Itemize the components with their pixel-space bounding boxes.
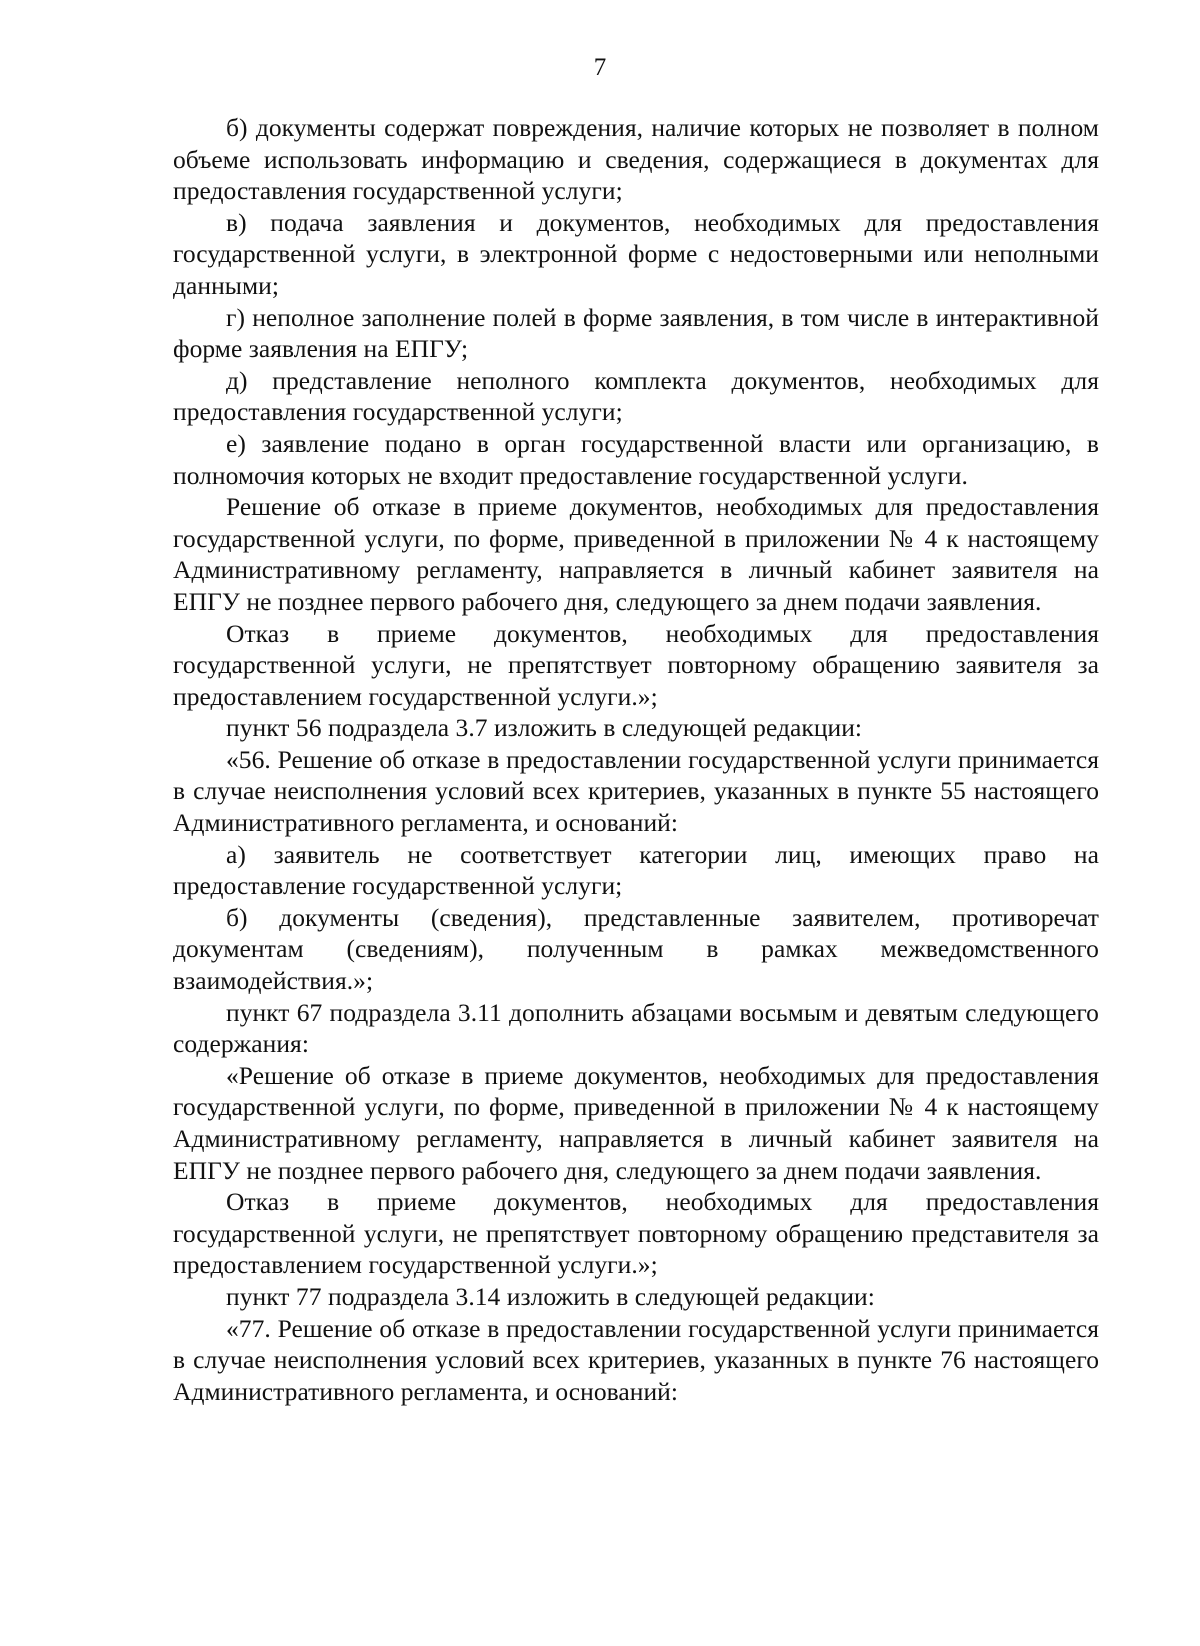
document-body [173, 112, 1099, 1407]
paragraph-amend-point-56: пункт 56 подраздела 3.7 изложить в следующей редакции: [226, 713, 863, 743]
paragraph-refusal-no-obstacle: Отказ в приеме документов, необходимых для предоставления государственной услуги, не препятствует повторному обращению заявителя за предоставлением государственной услуги.»; [173, 618, 1099, 711]
paragraph-item-e-wrong-authority: е) заявление подано в орган государственной власти или организацию, в полномочия которых не входит предоставление государственной услуги. [173, 428, 1099, 490]
paragraph-point-77-text: «77. Решение об отказе в предоставлении государственной услуги принимается в случае неисполнения условий всех критериев, указанных в пункте 76 настоящего Административного регламента, и оснований: [173, 1313, 1099, 1406]
paragraph-item-d-incomplete-set: д) представление неполного комплекта документов, необходимых для предоставления государственной услуги; [173, 365, 1099, 427]
paragraph-item-g-incomplete-fields: г) неполное заполнение полей в форме заявления, в том числе в интерактивной форме заявления на ЕПГУ; [173, 302, 1099, 364]
paragraph-item-b-damaged-documents: б) документы содержат повреждения, наличие которых не позволяет в полном объеме использовать информацию и сведения, содержащиеся в документах для предоставления государственной услуги; [173, 113, 1099, 206]
paragraph-refusal-decision: Решение об отказе в приеме документов, необходимых для предоставления государственной услуги, по форме, приведенной в приложении № 4 к настоящему Административному регламенту, направляется в личный кабинет заявителя на ЕПГУ не позднее первого рабочего дня, следующего за днем подачи заявления. [173, 492, 1099, 616]
paragraph-point-56-text: «56. Решение об отказе в предоставлении государственной услуги принимается в случае неисполнения условий всех критериев, указанных в пункте 55 настоящего Административного регламента, и оснований: [173, 744, 1099, 838]
paragraph-point-67-no-obstacle: Отказ в приеме документов, необходимых для предоставления государственной услуги, не препятствует повторному обращению представителя за предоставлением государственной услуги.»; [173, 1187, 1099, 1280]
paragraph-amend-point-67: пункт 67 подраздела 3.11 дополнить абзацами восьмым и девятым следующего содержания: [173, 997, 1099, 1059]
paragraph-point-67-refusal-decision: «Решение об отказе в приеме документов, необходимых для предоставления государственной услуги, по форме, приведенной в приложении № 4 к настоящему Административному регламенту, направляется в личный кабинет заявителя на ЕПГУ не позднее первого рабочего дня, следующего за днем подачи заявления. [173, 1060, 1099, 1185]
page-number: 7 [593, 54, 607, 81]
paragraph-item-a-category: а) заявитель не соответствует категории лиц, имеющих право на предоставление государственной услуги; [173, 839, 1099, 901]
paragraph-item-b-contradiction: б) документы (сведения), представленные заявителем, противоречат документам (сведениям), полученным в рамках межведомственного взаимодействия.»; [173, 902, 1099, 996]
paragraph-item-v-incorrect-data: в) подача заявления и документов, необходимых для предоставления государственной услуги, в электронной форме с недостоверными или неполными данными; [173, 207, 1099, 300]
paragraph-amend-point-77: пункт 77 подраздела 3.14 изложить в следующей редакции: [226, 1281, 875, 1311]
